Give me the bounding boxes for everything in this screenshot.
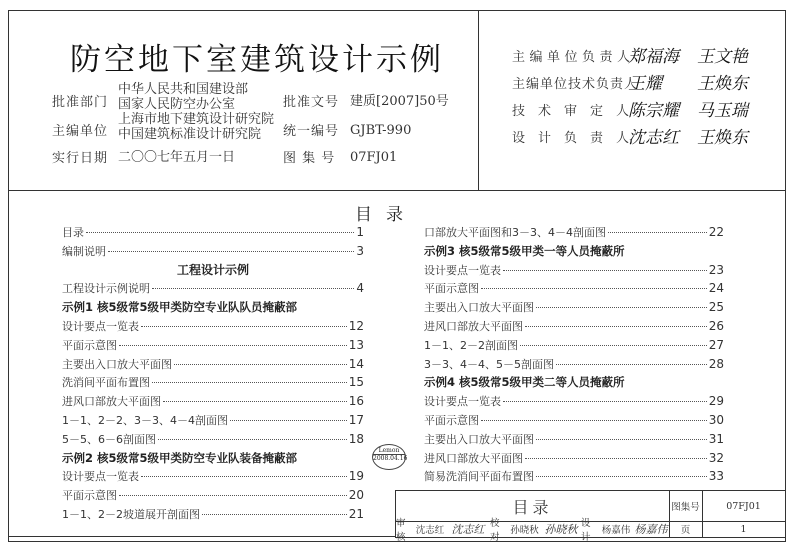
toc-entry-page: 13 [348, 337, 364, 352]
receipt-stamp [372, 444, 406, 470]
toc-entry-title: 平面示意图 [424, 282, 479, 296]
dot-leader [536, 439, 707, 440]
toc-entry-title: 1－1、2－2坡道展开剖面图 [62, 508, 200, 521]
checker-name: 孙晓秋 [510, 525, 539, 536]
dot-leader [556, 364, 707, 365]
toc-entry-page: 33 [708, 469, 724, 484]
toc-entry[interactable] [424, 450, 724, 466]
header-vertical-divider [478, 10, 479, 190]
toc-entry[interactable] [424, 431, 724, 447]
toc-entry-page: 15 [348, 375, 364, 390]
date-value: 二〇〇七年五月一日 [118, 150, 236, 165]
toc-entry-title: 5－5、6－6剖面图 [62, 432, 156, 446]
reviewer-name: 沈志红 [415, 525, 445, 536]
toc-entry-page: 1 [356, 225, 364, 239]
toc-entry[interactable] [62, 224, 364, 240]
toc-entry[interactable] [62, 280, 364, 296]
toc-entry[interactable] [424, 224, 724, 240]
design-label: 设计 [581, 518, 591, 543]
toc-entry-title: 编制说明 [62, 244, 106, 258]
toc-entry-page: 29 [708, 394, 724, 409]
atlas-no-label: 图 集 号 [283, 151, 336, 166]
toc-entry-page: 14 [348, 356, 364, 371]
toc-entry-title: 平面示意图 [62, 489, 117, 503]
signature: 郑福海 [628, 47, 679, 67]
atlas-no: 07FJ01 [350, 150, 398, 165]
approval-dept-label: 批准部门 [52, 95, 109, 110]
toc-entry-page: 24 [708, 281, 724, 296]
approval-dept-2: 国家人民防空办公室 [118, 97, 236, 112]
dot-leader [202, 514, 347, 515]
toc-entry-title: 口部放大平面图和3－3、4－4剖面图 [424, 226, 606, 239]
toc-entry-title: 1－1、2－2、3－3、4－4剖面图 [62, 414, 228, 427]
toc-entry[interactable] [62, 374, 364, 390]
toc-entry-title: 1－1、2－2剖面图 [424, 338, 518, 352]
toc-entry-title: 进风口部放大平面图 [424, 451, 523, 465]
designer-signature: 杨嘉伟 [634, 523, 668, 536]
toc-entry[interactable] [62, 468, 364, 484]
page-number: 1 [740, 523, 747, 535]
reviewer-signature: 沈志红 [451, 523, 485, 536]
toc-entry[interactable] [424, 262, 724, 278]
title-block-atlas-label: 图集号 [671, 502, 700, 513]
dot-leader [152, 288, 354, 289]
toc-entry-title: 主要出入口放大平面图 [424, 301, 534, 315]
responsible-label: 主编单位负责人 [512, 50, 635, 65]
toc-entry-title: 简易洗消间平面布置图 [424, 470, 534, 484]
toc-entry-title: 主要出入口放大平面图 [424, 432, 534, 446]
dot-leader [141, 476, 347, 477]
signature: 沈志红 [628, 128, 679, 148]
approval-no-label: 批准文号 [283, 95, 340, 110]
checker-signature: 孙晓秋 [544, 523, 578, 536]
toc-entry-title: 目录 [62, 226, 84, 239]
header-divider [8, 190, 786, 191]
dot-leader [520, 345, 707, 346]
toc-entry-title: 设计要点一览表 [424, 395, 501, 409]
toc-entry-title: 进风口部放大平面图 [424, 320, 523, 333]
toc-entry-page: 12 [348, 319, 364, 333]
dot-leader [119, 495, 347, 496]
toc-entry[interactable] [424, 337, 724, 353]
dot-leader [152, 382, 347, 383]
toc-entry-title: 进风口部放大平面图 [62, 395, 161, 409]
toc-entry-page: 28 [708, 356, 724, 371]
page-label: 页 [680, 525, 691, 536]
toc-group-heading: 工程设计示例 [176, 262, 249, 277]
toc-entry-page: 21 [348, 507, 364, 521]
toc-entry[interactable] [424, 468, 724, 484]
dot-leader [536, 476, 707, 477]
dot-leader [141, 326, 347, 327]
toc-entry-title: 设计要点一览表 [62, 320, 139, 333]
toc-entry-page: 22 [708, 225, 724, 239]
dot-leader [525, 326, 707, 327]
toc-section-heading: 示例4 核5级常5级甲类二等人员掩蔽所 [424, 375, 625, 390]
signature: 马玉瑞 [697, 101, 748, 121]
toc-entry-page: 30 [708, 413, 724, 427]
toc-entry[interactable] [424, 280, 724, 296]
toc-entry-title: 洗消间平面布置图 [62, 376, 150, 390]
toc-entry-page: 25 [708, 300, 724, 315]
dot-leader [163, 401, 347, 402]
toc-entry[interactable] [62, 412, 364, 428]
toc-entry[interactable] [62, 506, 364, 522]
responsible-label: 设计负责人 [512, 131, 643, 146]
atlas-title: 防空地下室建筑设计示例 [70, 42, 444, 78]
stamp-date: 2008.04.16 [373, 455, 408, 462]
toc-entry[interactable] [62, 337, 364, 353]
dot-leader [86, 232, 354, 233]
dot-leader [158, 439, 347, 440]
designer-name: 杨嘉伟 [601, 525, 631, 536]
bottom-line [8, 536, 395, 537]
editor-1: 上海市地下建筑设计研究院 [118, 112, 275, 127]
review-label: 审核 [396, 518, 406, 543]
toc-entry-page: 3 [356, 243, 364, 258]
toc-entry-title: 设计要点一览表 [424, 263, 501, 277]
signature: 王焕东 [697, 74, 748, 94]
toc-entry-title: 3－3、4－4、5－5剖面图 [424, 357, 554, 371]
toc-entry[interactable] [62, 431, 364, 447]
toc-entry-title: 主要出入口放大平面图 [62, 357, 172, 371]
unified-no-label: 统一编号 [283, 124, 340, 139]
date-label: 实行日期 [52, 151, 109, 166]
toc-entry[interactable] [62, 318, 364, 334]
toc-entry[interactable] [424, 356, 724, 372]
dot-leader [503, 270, 707, 271]
toc-section-heading: 示例2 核5级常5级甲类防空专业队装备掩蔽部 [62, 450, 298, 465]
dot-leader [108, 251, 354, 252]
editor-2: 中国建筑标准设计研究院 [118, 127, 262, 142]
dot-leader [481, 420, 707, 421]
unified-no: GJBT-990 [350, 123, 412, 138]
title-block-name: 目录 [512, 497, 553, 517]
toc-entry-page: 20 [348, 488, 364, 503]
toc-entry-title: 工程设计示例说明 [62, 282, 150, 296]
responsible-label: 技术审定人 [512, 104, 643, 119]
toc-entry[interactable] [62, 393, 364, 409]
dot-leader [525, 458, 707, 459]
toc-entry-page: 23 [708, 262, 724, 277]
toc-entry-page: 18 [348, 431, 364, 446]
toc-entry[interactable] [424, 318, 724, 334]
toc-entry-page: 4 [356, 281, 364, 296]
check-label: 校对 [490, 518, 500, 543]
toc-entry-title: 平面示意图 [62, 338, 117, 352]
toc-entry-page: 32 [708, 450, 724, 465]
signature: 王文艳 [697, 47, 748, 67]
approval-dept-1: 中华人民共和国建设部 [118, 82, 249, 97]
approval-no: 建质[2007]50号 [350, 94, 449, 109]
toc-entry-title: 平面示意图 [424, 414, 479, 427]
dot-leader [481, 288, 707, 289]
dot-leader [608, 232, 707, 233]
title-block [395, 490, 786, 543]
toc-entry-page: 19 [348, 469, 364, 484]
toc-section-heading: 示例1 核5级常5级甲类防空专业队队员掩蔽部 [62, 300, 298, 315]
editor-label: 主编单位 [52, 124, 109, 139]
toc-entry-page: 16 [348, 394, 364, 409]
responsible-label: 主编单位技术负责人 [512, 77, 639, 92]
stamp-name: Lemon [373, 445, 405, 455]
dot-leader [503, 401, 707, 402]
signature: 王焕东 [697, 128, 748, 148]
toc-entry[interactable] [424, 299, 724, 315]
toc-entry[interactable] [62, 487, 364, 503]
toc-entry[interactable] [62, 356, 364, 372]
signature: 王耀 [628, 74, 662, 94]
toc-entry-page: 17 [348, 413, 364, 427]
dot-leader [230, 420, 347, 421]
toc-entry[interactable] [62, 243, 364, 259]
toc-title: 目录 [355, 205, 417, 225]
toc-entry-page: 27 [708, 337, 724, 352]
toc-entry-title: 设计要点一览表 [62, 470, 139, 484]
dot-leader [119, 345, 347, 346]
dot-leader [174, 364, 347, 365]
signature: 陈宗耀 [628, 101, 679, 121]
toc-entry-page: 26 [708, 319, 724, 333]
title-block-atlas-no: 07FJ01 [726, 500, 761, 512]
toc-section-heading: 示例3 核5级常5级甲类一等人员掩蔽所 [424, 243, 625, 258]
toc-entry[interactable] [424, 412, 724, 428]
toc-entry-page: 31 [708, 431, 724, 446]
dot-leader [536, 307, 707, 308]
toc-entry[interactable] [424, 393, 724, 409]
